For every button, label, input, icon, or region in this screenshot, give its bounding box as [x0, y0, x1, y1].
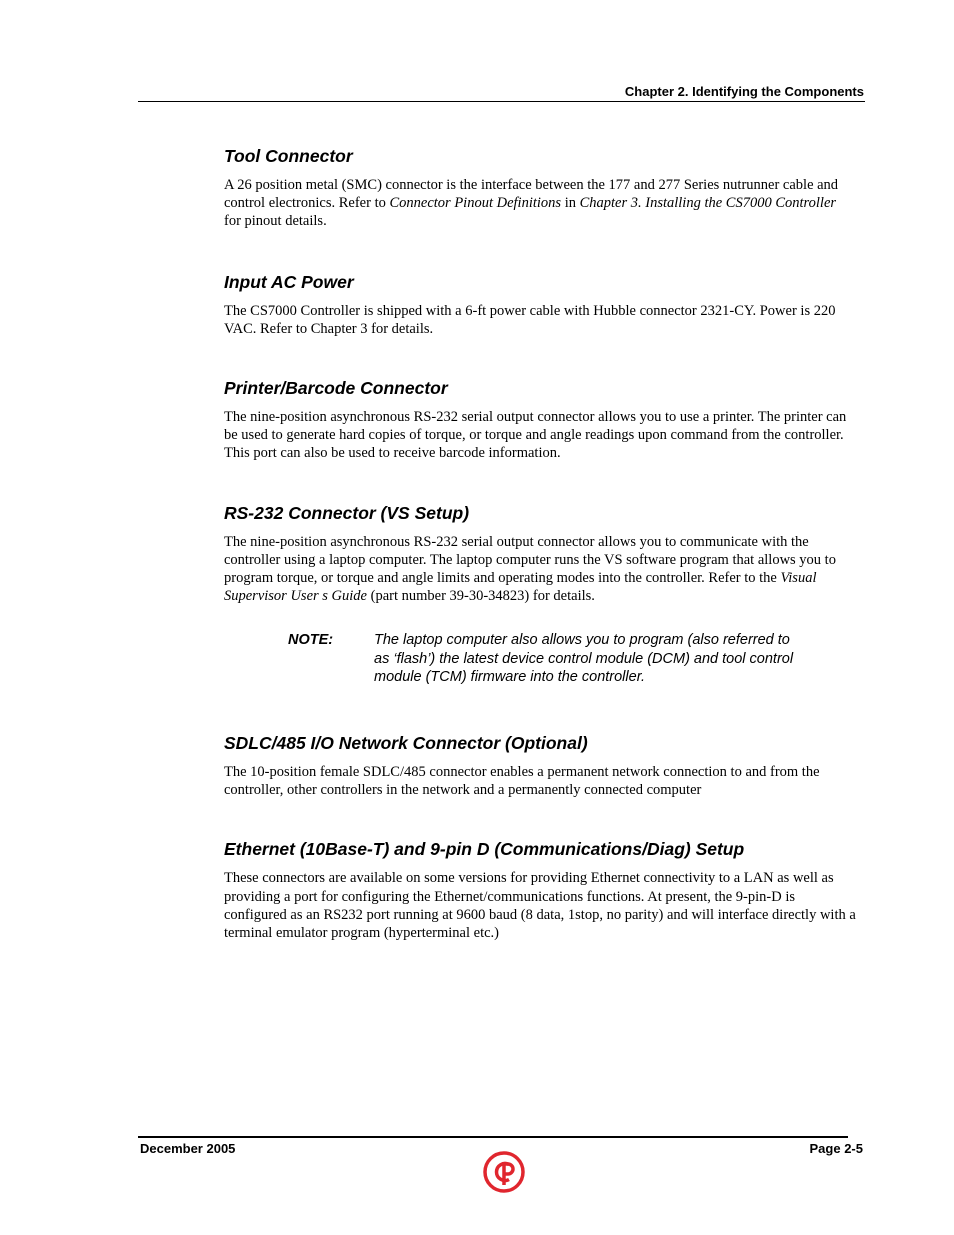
footer-rule [138, 1136, 848, 1138]
body-text-segment: in [561, 195, 580, 212]
section-heading: Input AC Power [224, 271, 354, 292]
section-body [224, 763, 856, 799]
section-printer-barcode-connector [224, 376, 856, 463]
section-body [224, 533, 856, 606]
note-block [224, 631, 804, 686]
section-tool-connector [224, 144, 856, 231]
logo-p-shape [504, 1164, 513, 1185]
cp-logo-icon [482, 1150, 526, 1194]
body-text-segment: A 26 position metal (SMC) connector is the interface between the 177 and 277 Series nutrunner cable and control electronics. Refer to [224, 177, 839, 212]
section-body [224, 408, 856, 463]
section-body [224, 869, 856, 942]
body-text-segment: The CS7000 Controller is shipped with a 6-ft power cable with Hubble connector 2321-CY. Power is 220 VAC. Refer to Chapter 3 for details. [224, 302, 836, 337]
footer-date: December 2005 [140, 1141, 236, 1156]
section-ethernet-setup [224, 837, 856, 942]
body-text-segment: (part number 39-30-34823) for details. [366, 588, 595, 605]
body-text-segment: The 10-position female SDLC/485 connector enables a permanent network connection to and from the controller, other controllers in the network and a permanently connected computer [224, 764, 820, 799]
header-rule [138, 101, 865, 102]
section-heading: Ethernet (10Base-T) and 9-pin D (Communications/Diag) Setup [224, 839, 745, 860]
note-label: NOTE: [288, 632, 334, 649]
footer-page-number: Page 2-5 [809, 1141, 863, 1156]
section-heading: Tool Connector [224, 146, 353, 166]
section-rs232-connector [224, 501, 856, 686]
note-text: The laptop computer also allows you to program (also referred to as ‘flash’) the latest device control module (DCM) and tool control module (TCM) firmware into the controller. [374, 632, 794, 685]
body-text-segment: The nine-position asynchronous RS-232 serial output connector allows you to use a printer. The printer can be used to generate hard copies of torque, or torque and angle readings upon command from the controller. This port can also be used to receive barcode information. [224, 409, 847, 462]
section-heading: SDLC/485 I/O Network Connector (Optional) [224, 733, 588, 754]
section-heading: Printer/Barcode Connector [224, 378, 448, 399]
italic-reference-text: Visual Supervisor User s Guide [224, 570, 817, 605]
section-body [224, 302, 856, 338]
body-text-segment: The nine-position asynchronous RS-232 serial output connector allows you to communicate with the controller using a laptop computer. The laptop computer runs the VS software program that allows you to program torque, or torque and angle limits and operating modes into the controller. Refer to the [224, 533, 836, 587]
page-content [224, 144, 856, 942]
body-text-segment: These connectors are available on some versions for providing Ethernet connectivity to a LAN as well as providing a port for configuring the Ethernet/communications functions. At present, the 9-pin-D is configured as an RS232 port running at 9600 baud (8 data, 1stop, no parity) and will interface directly with a terminal emulator program (hyperterminal etc.) [224, 870, 856, 942]
italic-reference-text: Connector Pinout Definitions [389, 195, 562, 212]
running-header: Chapter 2. Identifying the Components [624, 84, 864, 99]
section-body [224, 176, 856, 231]
section-heading: RS-232 Connector (VS Setup) [224, 502, 470, 523]
section-sdlc-485-connector [224, 731, 856, 799]
body-text-segment: for pinout details. [224, 213, 327, 230]
italic-reference-text: Chapter 3. Installing the CS7000 Controller [579, 195, 837, 212]
section-input-ac-power [224, 270, 856, 338]
